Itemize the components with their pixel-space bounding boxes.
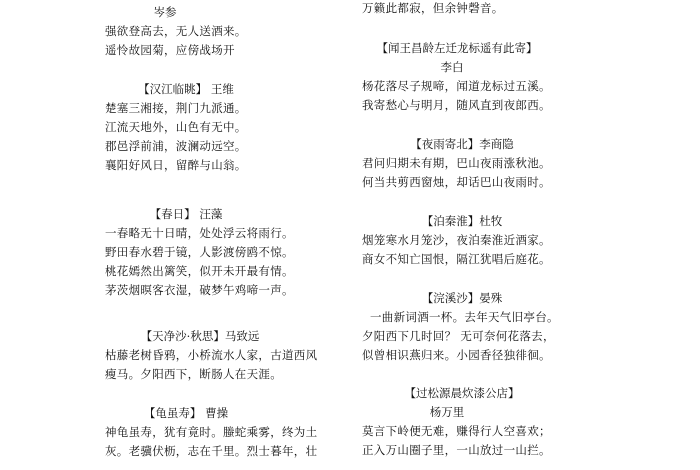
poem-line: 郡邑浮前浦，波澜动远空。 — [105, 139, 247, 153]
poem-right-1 — [362, 39, 552, 115]
poem-line: 江流天地外，山色有无中。 — [105, 120, 247, 134]
poem-left-4 — [105, 404, 317, 461]
poem-line: 夕阳西下几时回？ 无可奈何花落去， — [362, 329, 555, 343]
poem-title: 【闻王昌龄左迁龙标遥有此寄】 — [376, 41, 538, 55]
poem-left-1 — [105, 80, 267, 175]
poem-line: 神龟虽寿，犹有竟时。螣蛇乘雾，终为土 — [105, 425, 318, 439]
poem-title: 【汉江临眺】 王维 — [138, 82, 234, 96]
poem-title: 【春日】 汪藻 — [149, 207, 223, 221]
poem-line: 我寄愁心与明月，随风直到夜郎西。 — [362, 98, 551, 112]
poem-line: 杨花落尽子规啼，闻道龙标过五溪。 — [362, 79, 551, 93]
poem-right-5 — [362, 384, 562, 460]
poem-right-4 — [362, 289, 562, 365]
poem-title: 【天净沙·秋思】马致远 — [140, 329, 260, 343]
poem-line: 楚塞三湘接，荆门九派通。 — [105, 101, 247, 115]
poem-line: 强欲登高去，无人送酒来。 — [105, 24, 247, 38]
poem-right-2 — [362, 135, 562, 192]
poem-line: 枯藤老树昏鸦，小桥流水人家，古道西风 — [105, 348, 318, 362]
poem-author: 岑参 — [153, 5, 177, 19]
poem-right-0 — [362, 0, 504, 18]
poem-line: 君问归期未有期，巴山夜雨涨秋池。 — [362, 156, 551, 170]
poem-line: 似曾相识燕归来。小园香径独徘徊。 — [362, 348, 551, 362]
poem-title: 【泊秦淮】杜牧 — [421, 214, 503, 228]
poem-line: 野田春水碧于镜，人影渡傍鸥不惊。 — [105, 245, 294, 259]
poem-left-2 — [105, 205, 294, 300]
poem-left-3 — [105, 327, 317, 384]
poem-line: 商女不知亡国恨，隔江犹唱后庭花。 — [362, 252, 551, 266]
poem-title: 【过松源晨炊漆公店】 — [404, 386, 520, 400]
poem-left-0 — [105, 3, 247, 60]
poem-title: 【龟虽寿】 曹操 — [143, 406, 229, 420]
poem-line: 正入万山圈子里，一山放过一山拦。 — [362, 443, 551, 457]
poem-line: 襄阳好风日，留醉与山翁。 — [105, 158, 247, 172]
poem-line: 灰。老骥伏枥，志在千里。烈士暮年，壮 — [105, 444, 318, 458]
poem-line: 一春略无十日晴，处处浮云将雨行。 — [105, 226, 294, 240]
poem-line: 万籁此都寂，但余钟磬音。 — [362, 1, 504, 15]
poem-title: 【夜雨寄北】李商隐 — [410, 137, 514, 151]
poem-line: 桃花嫣然出篱笑，似开未开最有情。 — [105, 264, 294, 278]
poem-right-3 — [362, 212, 562, 269]
poem-line: 瘦马。夕阳西下，断肠人在天涯。 — [105, 367, 282, 381]
poem-line: 遥怜故园菊，应傍战场开 — [105, 43, 235, 57]
poem-line: 何当共剪西窗烛，却话巴山夜雨时。 — [362, 175, 551, 189]
poem-author: 李白 — [440, 60, 464, 74]
poem-line: 莫言下岭便无难，赚得行人空喜欢； — [362, 424, 551, 438]
poem-line: 茅茨烟暝客衣湿，破梦午鸡啼一声。 — [105, 283, 294, 297]
poem-title: 【浣溪沙】晏殊 — [421, 291, 503, 305]
poem-author: 杨万里 — [429, 405, 465, 419]
poem-line: 一曲新词酒一杯。去年天气旧亭台。 — [370, 310, 559, 324]
poem-line: 烟笼寒水月笼沙，夜泊秦淮近酒家。 — [362, 233, 551, 247]
